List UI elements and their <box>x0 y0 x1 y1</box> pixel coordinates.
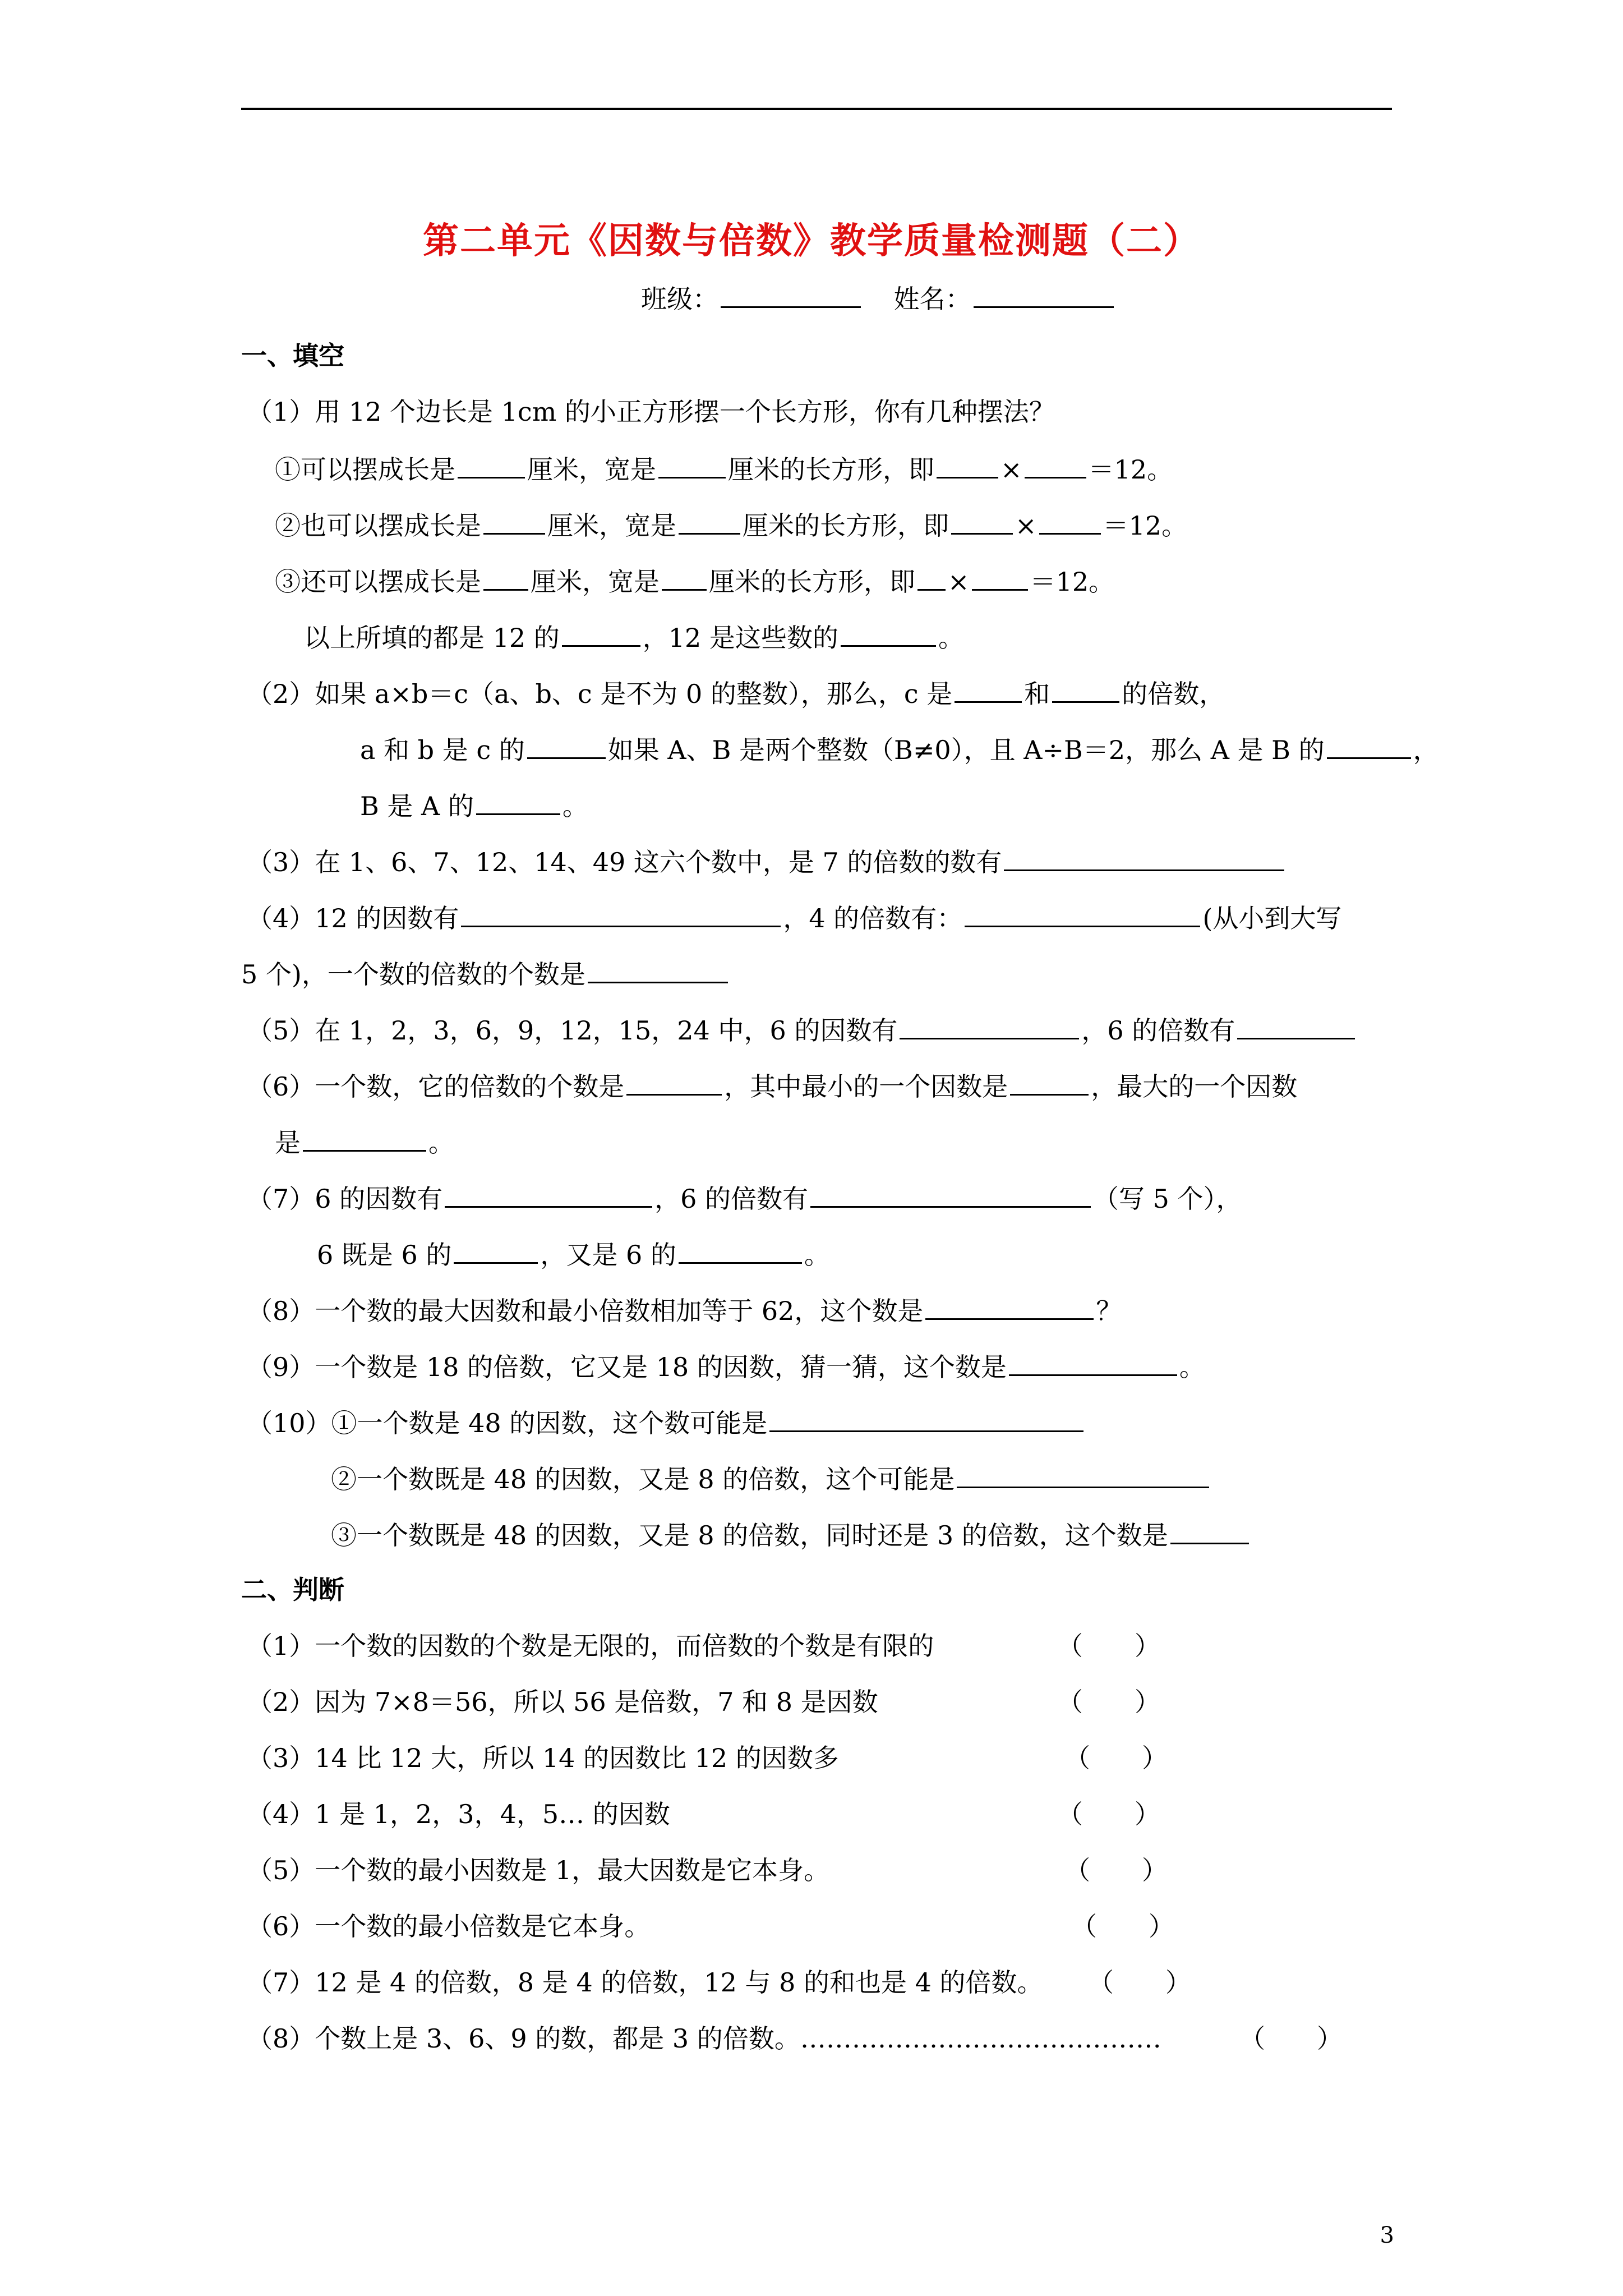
blank[interactable] <box>951 507 1013 535</box>
judge-item-2: （2）因为 7×8＝56，所以 56 是倍数，7 和 8 是因数 （ ） <box>247 1685 878 1719</box>
blank[interactable] <box>841 619 936 647</box>
q9-line: （9）一个数是 18 的倍数，它又是 18 的因数，猜一猜，这个数是 。 <box>247 1349 1205 1384</box>
blank[interactable] <box>955 675 1022 703</box>
document-title: 第二单元《因数与倍数》教学质量检测题（二） <box>423 220 1200 262</box>
judge-item-8: （8）个数上是 3、6、9 的数，都是 3 的倍数。…………………………………… （ ） <box>247 2022 1161 2055</box>
blank[interactable] <box>1009 1349 1177 1376</box>
q10-line1: （10）①一个数是 48 的因数，这个数可能是 <box>247 1405 1086 1440</box>
answer-paren[interactable]: （ ） <box>1057 1631 1160 1661</box>
judge-item-3: （3）14 比 12 大，所以 14 的因数比 12 的因数多 （ ） <box>247 1741 839 1775</box>
blank[interactable] <box>1010 1068 1089 1096</box>
answer-paren[interactable]: （ ） <box>1064 1855 1168 1885</box>
blank[interactable] <box>303 1124 426 1152</box>
answer-paren[interactable]: （ ） <box>1239 2023 1343 2054</box>
q10-line3: ③一个数既是 48 的因数，又是 8 的倍数，同时还是 3 的倍数，这个数是 <box>331 1517 1251 1552</box>
q1-answer2: ②也可以摆成长是 厘米，宽是 厘米的长方形，即 × ＝12。 <box>275 507 1187 542</box>
blank[interactable] <box>900 1012 1079 1039</box>
blank[interactable] <box>925 1292 1094 1320</box>
blank[interactable] <box>769 1405 1083 1432</box>
q6-line1: （6）一个数，它的倍数的个数是 ，其中最小的一个因数是 ，最大的一个因数 <box>247 1068 1297 1103</box>
blank[interactable] <box>588 956 728 983</box>
q1-answer3: ③还可以摆成长是 厘米，宽是 厘米的长方形，即 × ＝12。 <box>275 563 1114 599</box>
blank[interactable] <box>679 1236 802 1264</box>
q3-line: （3）在 1、6、7、12、14、49 这六个数中，是 7 的倍数的数有 <box>247 844 1287 879</box>
q10-line2: ②一个数既是 48 的因数，又是 8 的倍数，这个可能是 <box>331 1461 1211 1496</box>
blank[interactable] <box>1052 675 1119 703</box>
q2-line2: a 和 b 是 c 的 如果 A、B 是两个整数（B≠0），且 A÷B＝2，那么 A 是 B 的 ， <box>360 731 1439 767</box>
q1-summary: 以上所填的都是 12 的 ，12 是这些数的 。 <box>304 619 964 655</box>
class-label: 班级： <box>641 284 718 314</box>
blank[interactable] <box>1039 507 1101 535</box>
answer-paren[interactable]: （ ） <box>1064 1743 1168 1773</box>
q2-line3: B 是 A 的 。 <box>360 788 588 823</box>
q7-line1: （7）6 的因数有 ，6 的倍数有 （写 5 个）， <box>247 1180 1242 1216</box>
blank[interactable] <box>527 731 606 759</box>
header-rule <box>241 108 1392 110</box>
judge-item-1: （1）一个数的因数的个数是无限的，而倍数的个数是有限的 （ ） <box>247 1629 934 1663</box>
q2-line1: （2）如果 a×b＝c（a、b、c 是不为 0 的整数），那么，c 是 和 的倍数， <box>247 675 1225 711</box>
blank[interactable] <box>1004 844 1284 871</box>
q4-line2: 5 个)，一个数的倍数的个数是 <box>241 956 730 991</box>
judge-item-6: （6）一个数的最小倍数是它本身。 （ ） <box>247 1910 650 1943</box>
q8-line: （8）一个数的最大因数和最小倍数相加等于 62，这个数是 ？ <box>247 1292 1122 1328</box>
blank[interactable] <box>461 900 781 927</box>
blank[interactable] <box>1237 1012 1355 1039</box>
name-blank[interactable] <box>974 280 1114 308</box>
blank[interactable] <box>454 1236 538 1264</box>
blank[interactable] <box>483 563 528 591</box>
blank[interactable] <box>562 619 640 647</box>
blank[interactable] <box>476 788 560 815</box>
blank[interactable] <box>483 507 545 535</box>
answer-paren[interactable]: （ ） <box>1057 1799 1160 1829</box>
blank[interactable] <box>658 451 726 478</box>
blank[interactable] <box>458 451 525 478</box>
blank[interactable] <box>957 1461 1209 1488</box>
blank[interactable] <box>662 563 707 591</box>
q4-line1: （4）12 的因数有 ，4 的倍数有： (从小到大写 <box>247 900 1341 935</box>
answer-paren[interactable]: （ ） <box>1057 1687 1160 1717</box>
blank[interactable] <box>1170 1517 1249 1544</box>
blank[interactable] <box>445 1180 652 1208</box>
info-line <box>641 280 1116 316</box>
class-blank[interactable] <box>721 280 861 308</box>
judge-item-5: （5）一个数的最小因数是 1，最大因数是它本身。 （ ） <box>247 1853 829 1887</box>
blank[interactable] <box>1025 451 1086 478</box>
blank[interactable] <box>1327 731 1411 759</box>
blank[interactable] <box>972 563 1028 591</box>
answer-paren[interactable]: （ ） <box>1088 1967 1191 1998</box>
q1-answer1: ①可以摆成长是 厘米，宽是 厘米的长方形，即 × ＝12。 <box>275 451 1173 486</box>
blank[interactable] <box>937 451 998 478</box>
blank[interactable] <box>626 1068 722 1096</box>
name-label: 姓名： <box>893 284 971 314</box>
q1-stem: （1）用 12 个边长是 1cm 的小正方形摆一个长方形，你有几种摆法？ <box>247 397 1055 427</box>
judge-item-7: （7）12 是 4 的倍数，8 是 4 的倍数，12 与 8 的和也是 4 的倍数。 （ ） <box>247 1966 1043 1999</box>
blank[interactable] <box>679 507 740 535</box>
section1-heading: 一、填空 <box>241 341 344 371</box>
answer-paren[interactable]: （ ） <box>1071 1911 1174 1941</box>
q6-line2: 是 。 <box>275 1124 454 1159</box>
judge-item-4: （4）1 是 1，2，3，4，5… 的因数 （ ） <box>247 1797 670 1831</box>
blank[interactable] <box>965 900 1200 927</box>
blank[interactable] <box>810 1180 1091 1208</box>
q5-line: （5）在 1，2，3，6，9，12，15，24 中，6 的因数有 ，6 的倍数有 <box>247 1012 1357 1047</box>
page-number: 3 <box>1380 2223 1394 2248</box>
q7-line2: 6 既是 6 的 ，又是 6 的 。 <box>317 1236 830 1272</box>
section2-heading: 二、判断 <box>241 1575 344 1605</box>
blank[interactable] <box>917 563 946 591</box>
